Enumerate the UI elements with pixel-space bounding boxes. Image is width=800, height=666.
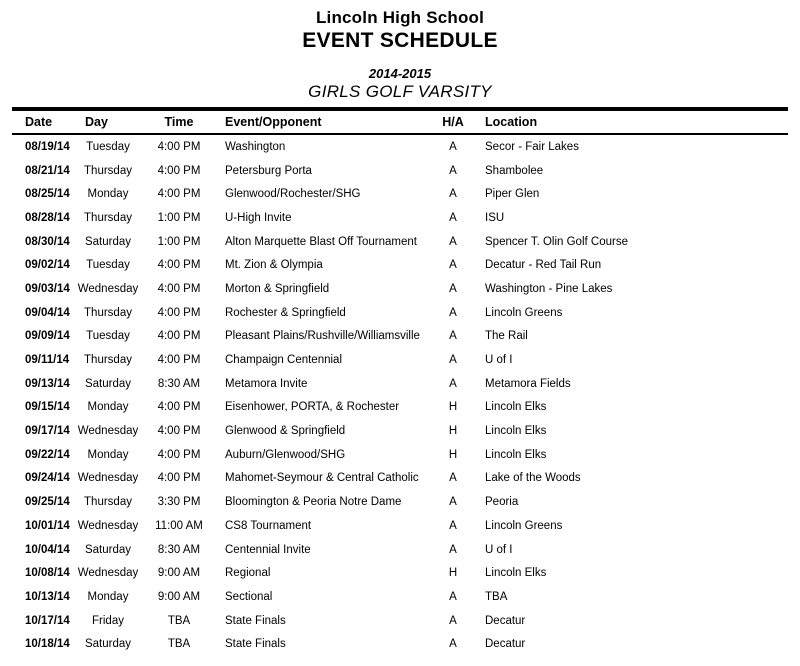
cell-time: 3:30 PM bbox=[157, 496, 201, 509]
cell-event: Petersburg Porta bbox=[225, 164, 312, 177]
cell-time: TBA bbox=[167, 614, 191, 627]
table-row bbox=[12, 159, 788, 183]
cell-time: 4:00 PM bbox=[157, 282, 201, 295]
cell-date: 08/30/14 bbox=[25, 235, 70, 248]
cell-location: Lake of the Woods bbox=[485, 472, 581, 485]
cell-date: 09/03/14 bbox=[25, 282, 70, 295]
cell-day: Monday bbox=[87, 448, 129, 461]
cell-location: U of I bbox=[485, 543, 513, 556]
cell-time: 1:00 PM bbox=[157, 211, 201, 224]
table-row bbox=[12, 467, 788, 491]
cell-event: Morton & Springfield bbox=[225, 282, 330, 295]
table-row bbox=[12, 396, 788, 420]
table-row bbox=[12, 253, 788, 277]
cell-date: 09/22/14 bbox=[25, 448, 70, 461]
cell-time: 4:00 PM bbox=[157, 259, 201, 272]
cell-day: Monday bbox=[87, 188, 129, 201]
cell-day: Monday bbox=[87, 401, 129, 414]
cell-day: Tuesday bbox=[86, 330, 130, 343]
cell-event: Mt. Zion & Olympia bbox=[225, 259, 323, 272]
cell-ha: A bbox=[449, 235, 457, 248]
cell-event: U-High Invite bbox=[225, 211, 292, 224]
table-header-row bbox=[12, 109, 788, 134]
col-header-event: Event/Opponent bbox=[214, 109, 430, 134]
cell-date: 09/13/14 bbox=[25, 377, 70, 390]
cell-date: 09/02/14 bbox=[25, 259, 70, 272]
cell-ha: H bbox=[448, 401, 458, 414]
table-row bbox=[12, 561, 788, 585]
cell-ha: H bbox=[448, 425, 458, 438]
school-name: Lincoln High School bbox=[315, 8, 485, 27]
cell-location: Metamora Fields bbox=[485, 377, 571, 390]
cell-location: ISU bbox=[485, 211, 505, 224]
cell-time: 4:00 PM bbox=[157, 306, 201, 319]
cell-time: 8:30 AM bbox=[157, 543, 201, 556]
cell-ha: A bbox=[449, 188, 457, 201]
table-row bbox=[12, 230, 788, 254]
cell-location: Lincoln Greens bbox=[485, 306, 563, 319]
cell-day: Tuesday bbox=[86, 140, 130, 153]
cell-day: Wednesday bbox=[77, 282, 139, 295]
cell-ha: A bbox=[449, 519, 457, 532]
cell-day: Saturday bbox=[84, 543, 132, 556]
cell-day: Saturday bbox=[84, 377, 132, 390]
cell-day: Wednesday bbox=[77, 567, 139, 580]
cell-ha: A bbox=[449, 259, 457, 272]
table-row bbox=[12, 490, 788, 514]
cell-location: Lincoln Greens bbox=[485, 519, 563, 532]
table-row bbox=[12, 585, 788, 609]
season-label: 2014-2015 bbox=[368, 66, 432, 81]
cell-time: 4:00 PM bbox=[157, 330, 201, 343]
cell-day: Friday bbox=[92, 614, 124, 627]
cell-date: 10/04/14 bbox=[25, 543, 70, 556]
cell-location: Washington - Pine Lakes bbox=[485, 282, 613, 295]
cell-day: Wednesday bbox=[77, 472, 139, 485]
cell-ha: A bbox=[449, 543, 457, 556]
cell-date: 08/21/14 bbox=[25, 164, 70, 177]
cell-day: Saturday bbox=[84, 235, 132, 248]
cell-date: 09/15/14 bbox=[25, 401, 70, 414]
cell-event: State Finals bbox=[225, 638, 286, 651]
table-row bbox=[12, 134, 788, 159]
cell-event: Glenwood & Springfield bbox=[225, 425, 346, 438]
cell-day: Monday bbox=[87, 590, 129, 603]
col-header-ha: H/A bbox=[430, 109, 476, 134]
cell-location: Decatur bbox=[485, 614, 526, 627]
col-header-day: Day bbox=[72, 109, 144, 134]
cell-day: Saturday bbox=[84, 638, 132, 651]
cell-day: Thursday bbox=[84, 496, 132, 509]
cell-time: 4:00 PM bbox=[157, 188, 201, 201]
cell-day: Wednesday bbox=[77, 425, 139, 438]
cell-ha: A bbox=[449, 211, 457, 224]
cell-date: 08/25/14 bbox=[25, 188, 70, 201]
cell-event: Regional bbox=[225, 567, 271, 580]
cell-time: 4:00 PM bbox=[157, 164, 201, 177]
cell-date: 09/17/14 bbox=[25, 425, 70, 438]
col-header-location: Location bbox=[476, 109, 788, 134]
cell-ha: A bbox=[449, 354, 457, 367]
cell-ha: A bbox=[449, 496, 457, 509]
cell-location: Spencer T. Olin Golf Course bbox=[485, 235, 628, 248]
cell-event: State Finals bbox=[225, 614, 286, 627]
cell-event: Centennial Invite bbox=[225, 543, 311, 556]
cell-location: Lincoln Elks bbox=[485, 401, 547, 414]
cell-location: Shambolee bbox=[485, 164, 544, 177]
cell-time: 9:00 AM bbox=[157, 590, 201, 603]
cell-ha: A bbox=[449, 282, 457, 295]
cell-time: 4:00 PM bbox=[157, 140, 201, 153]
cell-day: Wednesday bbox=[77, 519, 139, 532]
cell-date: 08/28/14 bbox=[25, 211, 70, 224]
schedule-table-body bbox=[12, 134, 788, 656]
table-row bbox=[12, 419, 788, 443]
cell-event: Mahomet-Seymour & Central Catholic bbox=[225, 472, 419, 485]
cell-ha: A bbox=[449, 472, 457, 485]
cell-date: 09/04/14 bbox=[25, 306, 70, 319]
table-row bbox=[12, 182, 788, 206]
cell-date: 08/19/14 bbox=[25, 140, 70, 153]
cell-location: The Rail bbox=[485, 330, 528, 343]
table-row bbox=[12, 632, 788, 656]
col-header-date: Date bbox=[12, 109, 72, 134]
table-row bbox=[12, 443, 788, 467]
cell-ha: A bbox=[449, 330, 457, 343]
cell-location: Lincoln Elks bbox=[485, 448, 547, 461]
cell-location: U of I bbox=[485, 354, 513, 367]
cell-date: 10/08/14 bbox=[25, 567, 70, 580]
cell-location: Lincoln Elks bbox=[485, 425, 547, 438]
cell-location: Peoria bbox=[485, 496, 519, 509]
cell-time: 4:00 PM bbox=[157, 472, 201, 485]
cell-time: 11:00 AM bbox=[155, 519, 203, 532]
title-block bbox=[0, 8, 800, 102]
table-row bbox=[12, 301, 788, 325]
cell-event: CS8 Tournament bbox=[225, 519, 312, 532]
cell-date: 10/17/14 bbox=[25, 614, 70, 627]
cell-event: Champaign Centennial bbox=[225, 354, 342, 367]
cell-date: 10/18/14 bbox=[25, 638, 70, 651]
table-row bbox=[12, 609, 788, 633]
table-row bbox=[12, 325, 788, 349]
table-row bbox=[12, 206, 788, 230]
cell-day: Thursday bbox=[84, 306, 132, 319]
cell-event: Rochester & Springfield bbox=[225, 306, 346, 319]
cell-ha: A bbox=[449, 140, 457, 153]
cell-time: 4:00 PM bbox=[157, 354, 201, 367]
cell-location: Piper Glen bbox=[485, 188, 540, 201]
cell-location: Secor - Fair Lakes bbox=[485, 140, 579, 153]
cell-date: 09/25/14 bbox=[25, 496, 70, 509]
cell-time: 1:00 PM bbox=[157, 235, 201, 248]
table-row bbox=[12, 372, 788, 396]
cell-event: Glenwood/Rochester/SHG bbox=[225, 188, 361, 201]
cell-time: 8:30 AM bbox=[157, 377, 201, 390]
cell-event: Pleasant Plains/Rushville/Williamsville bbox=[225, 330, 420, 343]
cell-day: Thursday bbox=[84, 354, 132, 367]
cell-location: Decatur bbox=[485, 638, 526, 651]
col-header-time: Time bbox=[144, 109, 214, 134]
cell-ha: A bbox=[449, 614, 457, 627]
cell-location: Lincoln Elks bbox=[485, 567, 547, 580]
cell-location: TBA bbox=[485, 590, 508, 603]
cell-time: 4:00 PM bbox=[157, 448, 201, 461]
cell-date: 10/01/14 bbox=[25, 519, 70, 532]
table-row bbox=[12, 277, 788, 301]
page-title: EVENT SCHEDULE bbox=[302, 29, 498, 52]
cell-event: Auburn/Glenwood/SHG bbox=[225, 448, 346, 461]
cell-time: TBA bbox=[167, 638, 191, 651]
cell-day: Tuesday bbox=[86, 259, 130, 272]
cell-time: 4:00 PM bbox=[157, 401, 201, 414]
cell-date: 09/11/14 bbox=[25, 354, 70, 367]
cell-date: 10/13/14 bbox=[25, 590, 70, 603]
cell-date: 09/09/14 bbox=[25, 330, 70, 343]
cell-date: 09/24/14 bbox=[25, 472, 70, 485]
cell-day: Thursday bbox=[84, 164, 132, 177]
table-row bbox=[12, 348, 788, 372]
cell-event: Metamora Invite bbox=[225, 377, 308, 390]
cell-ha: A bbox=[449, 377, 457, 390]
team-label: GIRLS GOLF VARSITY bbox=[308, 82, 492, 101]
cell-event: Eisenhower, PORTA, & Rochester bbox=[225, 401, 400, 414]
cell-time: 9:00 AM bbox=[157, 567, 201, 580]
table-row bbox=[12, 514, 788, 538]
cell-event: Washington bbox=[225, 140, 286, 153]
cell-event: Alton Marquette Blast Off Tournament bbox=[225, 235, 417, 248]
cell-event: Bloomington & Peoria Notre Dame bbox=[225, 496, 402, 509]
table-row bbox=[12, 538, 788, 562]
cell-event: Sectional bbox=[225, 590, 273, 603]
cell-ha: A bbox=[449, 306, 457, 319]
cell-day: Thursday bbox=[84, 211, 132, 224]
cell-location: Decatur - Red Tail Run bbox=[485, 259, 602, 272]
schedule-table bbox=[12, 107, 788, 656]
cell-ha: H bbox=[448, 448, 458, 461]
cell-ha: A bbox=[449, 590, 457, 603]
cell-ha: H bbox=[448, 567, 458, 580]
cell-ha: A bbox=[449, 164, 457, 177]
cell-ha: A bbox=[449, 638, 457, 651]
cell-time: 4:00 PM bbox=[157, 425, 201, 438]
